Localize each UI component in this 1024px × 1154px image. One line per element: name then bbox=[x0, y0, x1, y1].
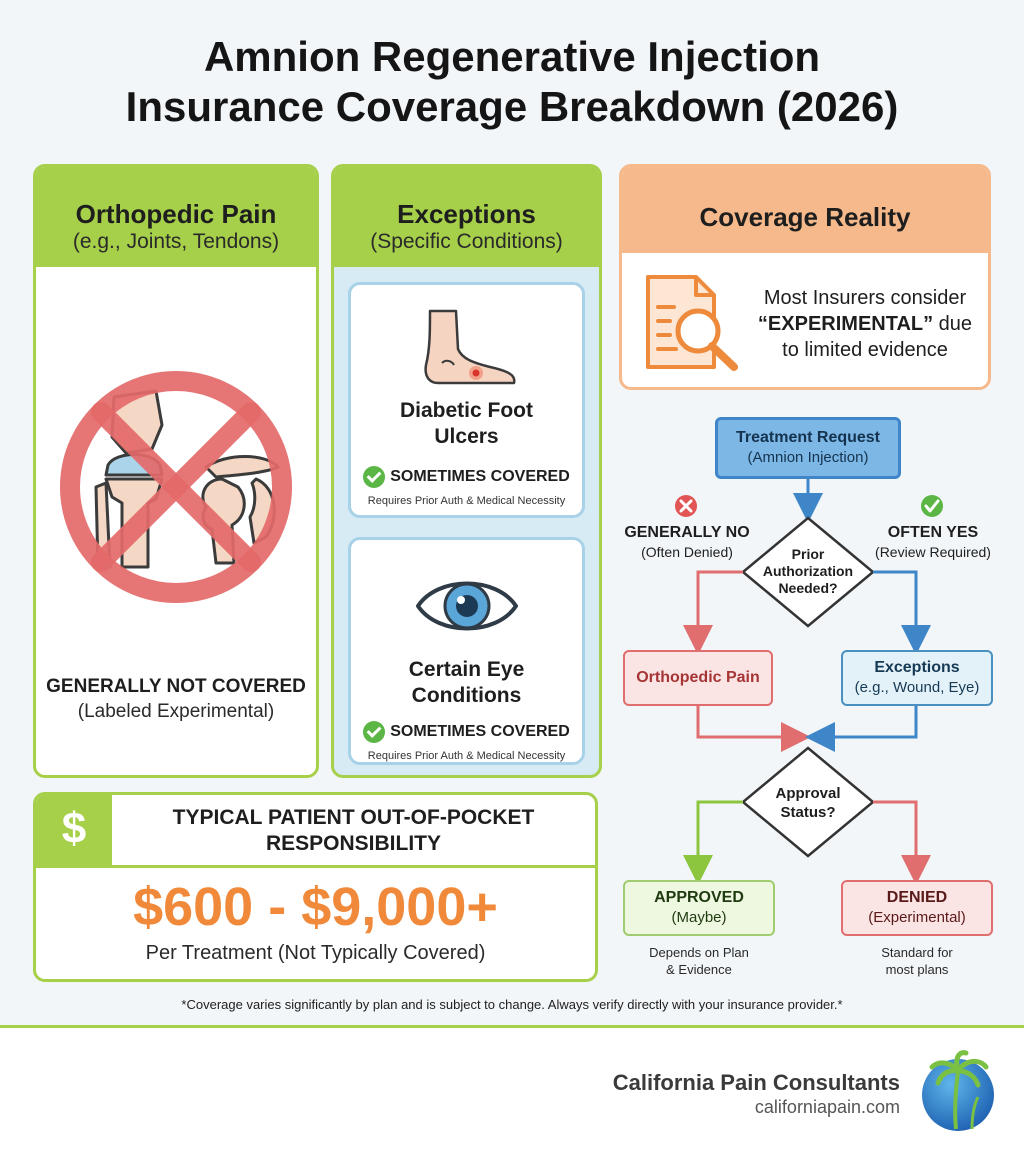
arrow-to-approved bbox=[698, 802, 743, 870]
arrow-orthopedic-merge bbox=[698, 706, 796, 737]
approved-subtitle: (Maybe) bbox=[671, 909, 727, 926]
no-title: GENERALLY NO bbox=[624, 524, 750, 541]
reality-experimental: “EXPERIMENTAL” bbox=[757, 313, 934, 335]
cost-range: $600 - $9,000+ bbox=[133, 877, 498, 937]
orthopedic-node-title: Orthopedic Pain bbox=[636, 669, 760, 686]
denied-note-line-2: most plans bbox=[885, 962, 949, 977]
yes-title: OFTEN YES bbox=[887, 524, 979, 541]
denied-title: DENIED bbox=[886, 889, 948, 906]
foot-title-line-1: Diabetic Foot bbox=[399, 399, 533, 422]
oop-heading-line-2: RESPONSIBILITY bbox=[265, 832, 442, 855]
exceptions-node-title: Exceptions bbox=[874, 659, 960, 676]
no-subtitle: (Often Denied) bbox=[641, 544, 733, 560]
foot-status-note: Requires Prior Auth & Medical Necessity bbox=[367, 495, 566, 507]
denied-node bbox=[841, 880, 993, 936]
approved-note-line-2: & Evidence bbox=[666, 962, 732, 977]
orthopedic-subtitle: (e.g., Joints, Tendons) bbox=[72, 230, 280, 253]
generally-no-label bbox=[612, 523, 762, 561]
decision2-line-2: Status? bbox=[780, 804, 836, 821]
orthopedic-status-note: (Labeled Experimental) bbox=[77, 701, 275, 722]
often-yes-label bbox=[858, 523, 1008, 561]
palm-tree-logo-icon bbox=[920, 1049, 996, 1133]
dollar-icon: $ bbox=[36, 795, 112, 865]
reality-line-2-rest: due bbox=[933, 313, 973, 335]
decision-prior-auth-text bbox=[748, 546, 868, 597]
disclaimer: *Coverage varies significantly by plan and is subject to change. Always verify directly with your insurance provider.* bbox=[181, 997, 843, 1012]
arrow-to-denied bbox=[873, 802, 916, 870]
reality-title: Coverage Reality bbox=[699, 202, 911, 232]
request-title: Treatment Request bbox=[735, 429, 881, 446]
check-icon bbox=[921, 495, 943, 517]
eye-title-line-2: Conditions bbox=[411, 684, 522, 707]
denied-subtitle: (Experimental) bbox=[868, 909, 966, 926]
foot-status-label: SOMETIMES COVERED bbox=[390, 468, 570, 485]
orthopedic-node bbox=[623, 650, 773, 706]
yes-subtitle: (Review Required) bbox=[875, 544, 991, 560]
oop-heading-line-1: TYPICAL PATIENT OUT-OF-POCKET bbox=[172, 806, 535, 829]
approved-note-line-1: Depends on Plan bbox=[649, 945, 749, 960]
arrow-exceptions-merge bbox=[820, 706, 916, 737]
arrow-to-orthopedic bbox=[698, 572, 743, 640]
brand bbox=[613, 1070, 900, 1118]
decision1-line-3: Needed? bbox=[778, 580, 838, 596]
reality-line-1: Most Insurers consider bbox=[763, 287, 967, 309]
reality-line-3: to limited evidence bbox=[782, 339, 948, 361]
eye-title-line-1: Certain Eye bbox=[408, 658, 525, 681]
eye-status-note: Requires Prior Auth & Medical Necessity bbox=[367, 750, 566, 762]
exceptions-title: Exceptions bbox=[397, 199, 536, 229]
cost-note: Per Treatment (Not Typically Covered) bbox=[145, 942, 486, 964]
exceptions-node bbox=[841, 650, 993, 706]
title-line-1: Amnion Regenerative Injection bbox=[203, 33, 821, 80]
exceptions-subtitle: (Specific Conditions) bbox=[370, 230, 563, 253]
treatment-request-node bbox=[715, 417, 901, 479]
denied-note bbox=[841, 944, 993, 978]
arrow-to-exceptions bbox=[873, 572, 916, 640]
request-subtitle: (Amnion Injection) bbox=[747, 449, 869, 466]
approved-node bbox=[623, 880, 775, 936]
orthopedic-title: Orthopedic Pain bbox=[75, 199, 277, 229]
approved-title: APPROVED bbox=[654, 889, 744, 906]
eye-status-label: SOMETIMES COVERED bbox=[390, 723, 570, 740]
exceptions-node-subtitle: (e.g., Wound, Eye) bbox=[854, 679, 980, 696]
decision1-line-2: Authorization bbox=[762, 563, 854, 579]
title-line-2: Insurance Coverage Breakdown (2026) bbox=[125, 83, 899, 130]
decision2-line-1: Approval bbox=[775, 785, 841, 802]
denied-note-line-1: Standard for bbox=[881, 945, 953, 960]
brand-name: California Pain Consultants bbox=[612, 1070, 900, 1095]
approved-note bbox=[623, 944, 775, 978]
decision1-line-1: Prior bbox=[791, 546, 825, 562]
decision-approval-text bbox=[748, 784, 868, 822]
footer bbox=[0, 1025, 1024, 1154]
foot-title-line-2: Ulcers bbox=[434, 425, 499, 448]
orthopedic-status-label: GENERALLY NOT COVERED bbox=[46, 676, 306, 697]
brand-url[interactable]: californiapain.com bbox=[754, 1097, 900, 1117]
